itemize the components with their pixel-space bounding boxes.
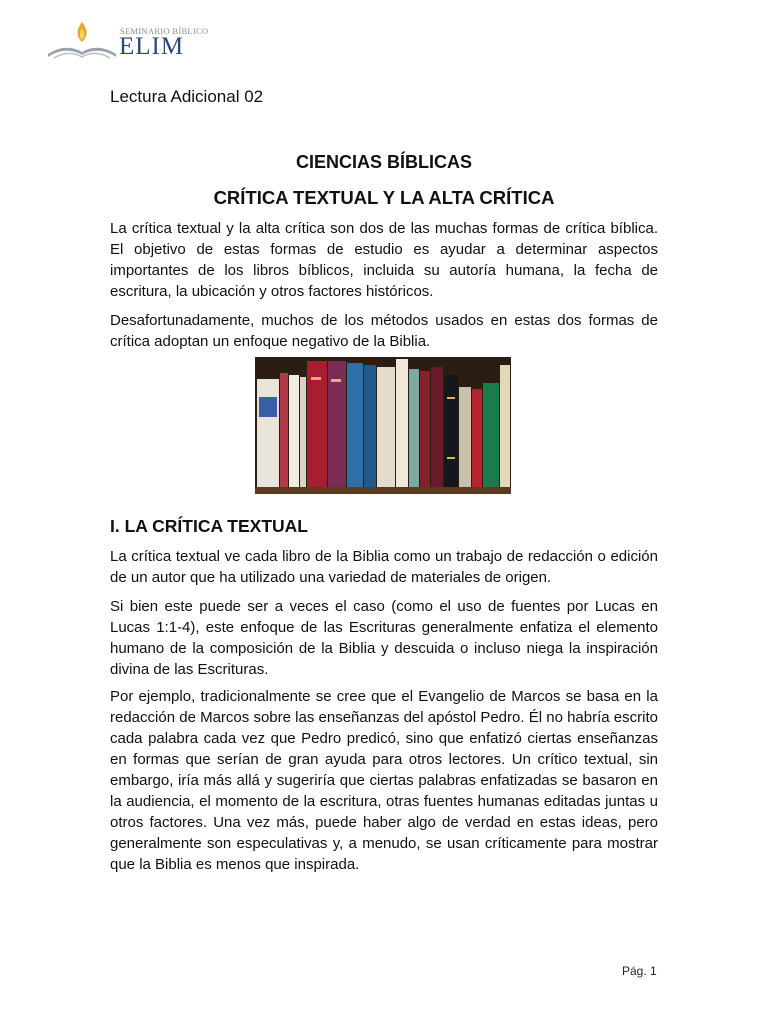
logo-title: ELIM (119, 33, 185, 60)
document-subtitle: CRÍTICA TEXTUAL Y LA ALTA CRÍTICA (213, 187, 555, 208)
reading-label: Lectura Adicional 02 (110, 87, 264, 106)
bookshelf-image (255, 357, 511, 494)
document-title: CIENCIAS BÍBLICAS (295, 152, 472, 172)
section-heading-textual-criticism: I. LA CRÍTICA TEXTUAL (110, 516, 308, 536)
page-number: Pág. 1 (622, 964, 657, 978)
section1-paragraph-2: Si bien este puede ser a veces el caso (como el uso de fuentes por Lucas en Lucas 1:1-4), este enfoque de las Escrituras generalmente enfatiza el elemento humano de la composición de la Biblia y descuida o incluso niega la inspiración divina de las Escrituras. (110, 598, 658, 678)
section1-paragraph-3: Por ejemplo, tradicionalmente se cree que el Evangelio de Marcos se basa en la redacción de Marcos sobre las enseñanzas del apóstol Pedro. Él no habría escrito cada palabra cada vez que Pedro predicó, sino que enfatizó ciertas enseñanzas en formas que serían de gran ayuda para otros lectores. Un crítico textual, sin embargo, iría más allá y sugeriría que ciertas palabras enfatizadas se basaron en la audiencia, el momento de la escritura, otras fuentes humanas editadas juntas u otros factores. Una vez más, puede haber algo de verdad en estas ideas, pero generalmente son especulativas y, a menudo, se usan críticamente para mostrar que la Biblia es menos que inspirada. (110, 688, 658, 873)
intro-paragraph-1: La crítica textual y la alta crítica son dos de las muchas formas de crítica bíblica. El objetivo de estas formas de estudio es ayudar a determinar aspectos importantes de los libros bíblicos, incluida su autoría humana, la fecha de escritura, la ubicación y otros factores históricos. (110, 220, 658, 300)
intro-paragraph-2: Desafortunadamente, muchos de los métodos usados en estas dos formas de crítica adoptan un enfoque negativo de la Biblia. (110, 312, 658, 350)
section1-paragraph-1: La crítica textual ve cada libro de la Biblia como un trabajo de redacción o edición de un autor que ha utilizado una variedad de materiales de origen. (110, 548, 658, 586)
open-book-flame-icon (46, 18, 118, 62)
logo-subtitle: SEMINARIO BÍBLICO (120, 26, 209, 36)
